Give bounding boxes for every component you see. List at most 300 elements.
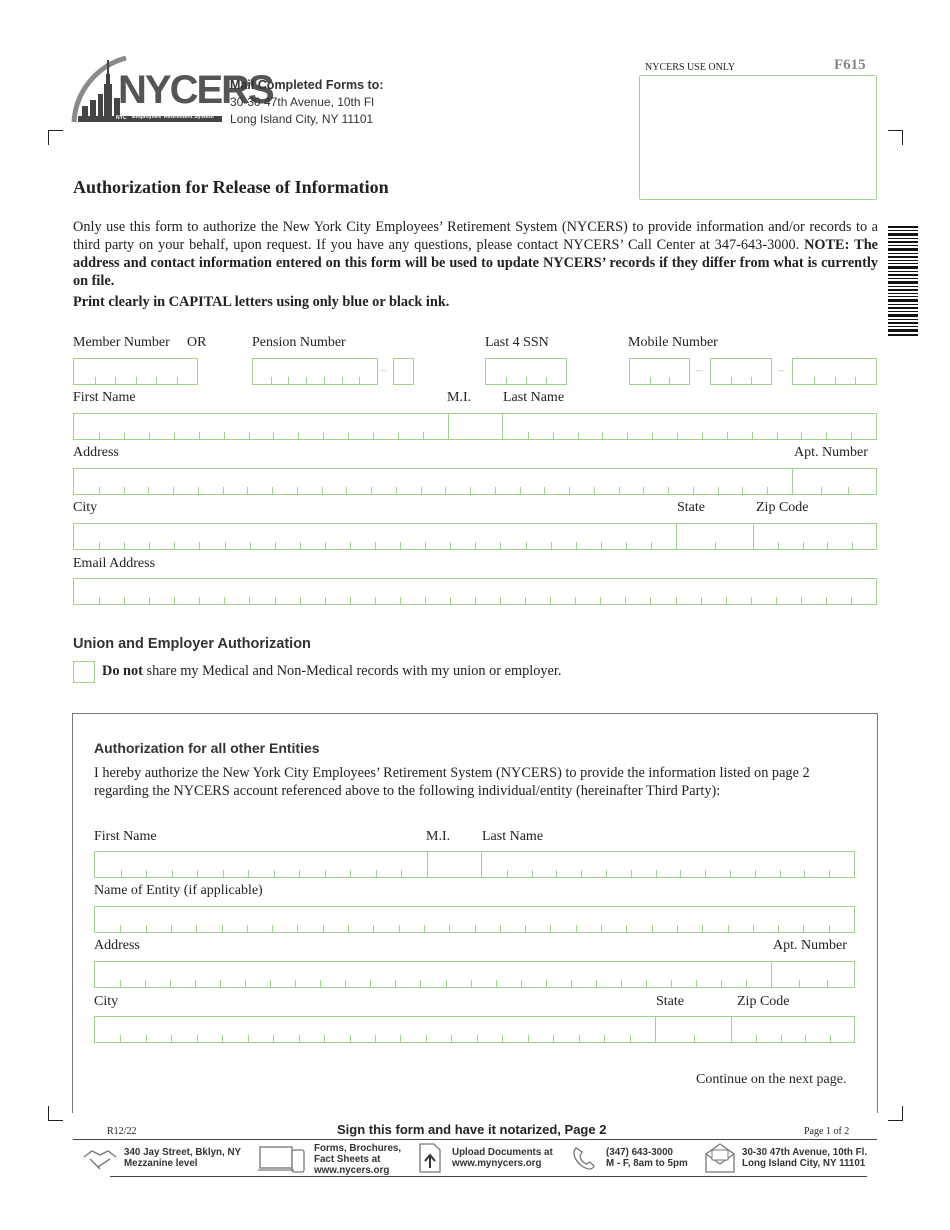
crop-mark-top-left bbox=[48, 130, 63, 145]
field-tick bbox=[375, 542, 376, 549]
field-tick bbox=[248, 1035, 249, 1042]
field-tick bbox=[300, 597, 301, 604]
upload-icon bbox=[416, 1142, 444, 1179]
upload-line-1: Upload Documents at bbox=[452, 1147, 553, 1158]
field-tick bbox=[295, 980, 296, 987]
union-statement bbox=[102, 663, 561, 680]
field-tick bbox=[495, 487, 496, 494]
field-tick bbox=[273, 1035, 274, 1042]
field-tick bbox=[220, 980, 221, 987]
field-tick bbox=[306, 377, 307, 384]
tp-zip-input[interactable] bbox=[731, 1016, 855, 1043]
field-tick bbox=[731, 377, 732, 384]
logo-text: NYCERS bbox=[118, 68, 273, 112]
field-tick bbox=[755, 870, 756, 877]
intro-text: Only use this form to authorize the New York City Employees’ Retirement System (NYCERS) to provide information and/or records to a third party on your behalf, upon request. If you have any questions, please contact NYCERS’ Call Center at 347-643-3000. bbox=[73, 219, 878, 253]
union-do-not-share-checkbox[interactable] bbox=[73, 661, 95, 683]
field-tick bbox=[526, 542, 527, 549]
state-label: State bbox=[677, 500, 705, 515]
field-tick bbox=[805, 1035, 806, 1042]
field-tick bbox=[671, 980, 672, 987]
field-tick bbox=[730, 870, 731, 877]
field-tick bbox=[275, 542, 276, 549]
field-tick bbox=[324, 377, 325, 384]
field-tick bbox=[852, 542, 853, 549]
footer-bottom-rule bbox=[110, 1176, 867, 1177]
field-tick bbox=[199, 432, 200, 439]
field-tick bbox=[375, 1035, 376, 1042]
field-tick bbox=[851, 597, 852, 604]
barcode bbox=[888, 226, 918, 338]
field-tick bbox=[149, 432, 150, 439]
footer-phone bbox=[606, 1147, 688, 1169]
footer-mail bbox=[742, 1147, 867, 1169]
field-tick bbox=[199, 542, 200, 549]
field-tick bbox=[124, 597, 125, 604]
logo-nyc: NYC bbox=[116, 115, 127, 121]
field-tick bbox=[395, 980, 396, 987]
field-tick bbox=[781, 1035, 782, 1042]
field-tick bbox=[274, 870, 275, 877]
field-tick bbox=[506, 377, 507, 384]
field-tick bbox=[298, 432, 299, 439]
field-tick bbox=[528, 432, 529, 439]
field-tick bbox=[376, 870, 377, 877]
tp-first-name-label: First Name bbox=[94, 829, 157, 844]
field-tick bbox=[477, 1035, 478, 1042]
field-tick bbox=[718, 487, 719, 494]
field-tick bbox=[174, 597, 175, 604]
field-tick bbox=[446, 980, 447, 987]
page-number: Page 1 of 2 bbox=[804, 1126, 850, 1137]
field-tick bbox=[778, 925, 779, 932]
nycers-logo bbox=[70, 50, 273, 128]
field-tick bbox=[445, 487, 446, 494]
forms-line-1: Forms, Brochures, bbox=[314, 1143, 402, 1154]
upload-line-2: www.mynycers.org bbox=[452, 1158, 542, 1169]
state-input[interactable] bbox=[676, 523, 754, 550]
email-label: Email Address bbox=[73, 556, 156, 571]
field-tick bbox=[420, 980, 421, 987]
field-tick bbox=[546, 980, 547, 987]
field-tick bbox=[299, 1035, 300, 1042]
field-tick bbox=[525, 597, 526, 604]
member-number-input[interactable] bbox=[73, 358, 198, 385]
nycers-use-only-box bbox=[639, 75, 877, 200]
field-tick bbox=[631, 870, 632, 877]
last-name-label: Last Name bbox=[503, 390, 565, 405]
sign-note: Sign this form and have it notarized, Page 2 bbox=[337, 1122, 607, 1137]
address-input[interactable] bbox=[73, 468, 793, 495]
field-tick bbox=[471, 980, 472, 987]
field-tick bbox=[99, 487, 100, 494]
field-tick bbox=[804, 870, 805, 877]
field-tick bbox=[668, 487, 669, 494]
field-tick bbox=[801, 597, 802, 604]
field-tick bbox=[578, 432, 579, 439]
address-label: Address bbox=[73, 445, 119, 460]
zip-code-input[interactable] bbox=[753, 523, 877, 550]
field-tick bbox=[821, 487, 822, 494]
field-tick bbox=[604, 1035, 605, 1042]
field-tick bbox=[778, 542, 779, 549]
field-tick bbox=[99, 542, 100, 549]
mail-icon bbox=[703, 1142, 737, 1179]
print-instructions: Print clearly in CAPITAL letters using only blue or black ink. bbox=[73, 294, 450, 310]
field-tick bbox=[199, 597, 200, 604]
page-title: Authorization for Release of Information bbox=[73, 177, 389, 197]
field-tick bbox=[626, 925, 627, 932]
walkin-line-1: 340 Jay Street, Bklyn, NY bbox=[124, 1147, 242, 1158]
apt-number-label: Apt. Number bbox=[794, 445, 868, 460]
field-tick bbox=[702, 432, 703, 439]
field-tick bbox=[625, 597, 626, 604]
field-tick bbox=[581, 870, 582, 877]
nycers-use-only-label: NYCERS USE ONLY bbox=[645, 62, 736, 73]
mobile-prefix-input[interactable] bbox=[710, 358, 772, 385]
entities-paragraph: I hereby authorize the New York City Employees’ Retirement System (NYCERS) to provide the information listed on page 2 regarding the NYCERS account referenced above to the following individual/entity (hereinafter Third Party): bbox=[94, 765, 810, 799]
field-tick bbox=[288, 377, 289, 384]
footer-top-rule bbox=[73, 1139, 877, 1140]
field-tick bbox=[694, 1035, 695, 1042]
field-tick bbox=[198, 487, 199, 494]
field-tick bbox=[99, 432, 100, 439]
field-tick bbox=[475, 542, 476, 549]
tp-entity-label: Name of Entity (if applicable) bbox=[94, 883, 263, 898]
field-tick bbox=[171, 925, 172, 932]
field-tick bbox=[829, 870, 830, 877]
first-name-input[interactable] bbox=[73, 413, 449, 440]
field-tick bbox=[521, 980, 522, 987]
mi-label: M.I. bbox=[447, 390, 472, 405]
field-tick bbox=[146, 925, 147, 932]
field-tick bbox=[348, 925, 349, 932]
mobile-number-label: Mobile Number bbox=[628, 335, 718, 350]
field-tick bbox=[814, 377, 815, 384]
phone-line-1: (347) 643-3000 bbox=[606, 1147, 673, 1158]
field-tick bbox=[124, 487, 125, 494]
or-label: OR bbox=[187, 335, 207, 350]
field-tick bbox=[375, 597, 376, 604]
field-tick bbox=[575, 597, 576, 604]
phone-line-2: M - F, 8am to 5pm bbox=[606, 1158, 688, 1169]
field-tick bbox=[250, 542, 251, 549]
field-tick bbox=[680, 870, 681, 877]
field-tick bbox=[803, 925, 804, 932]
field-tick bbox=[171, 1035, 172, 1042]
forms-line-3: www.nycers.org bbox=[314, 1165, 390, 1176]
field-tick bbox=[156, 377, 157, 384]
field-tick bbox=[146, 1035, 147, 1042]
union-do-not: Do not bbox=[102, 663, 143, 679]
field-tick bbox=[197, 1035, 198, 1042]
field-tick bbox=[172, 870, 173, 877]
city-label: City bbox=[73, 500, 98, 515]
tp-city-input[interactable] bbox=[94, 1016, 656, 1043]
field-tick bbox=[323, 925, 324, 932]
field-tick bbox=[827, 980, 828, 987]
field-tick bbox=[325, 597, 326, 604]
field-tick bbox=[371, 487, 372, 494]
field-tick bbox=[99, 597, 100, 604]
field-tick bbox=[223, 870, 224, 877]
city-input[interactable] bbox=[73, 523, 677, 550]
field-tick bbox=[525, 925, 526, 932]
union-text: share my Medical and Non-Medical records with my union or employer. bbox=[146, 663, 562, 679]
form-code: F615 bbox=[834, 57, 866, 73]
field-tick bbox=[475, 597, 476, 604]
revision-code: R12/22 bbox=[107, 1126, 137, 1137]
footer-mail-line-2: Long Island City, NY 11101 bbox=[742, 1158, 866, 1169]
field-tick bbox=[696, 980, 697, 987]
field-tick bbox=[373, 432, 374, 439]
tp-city-label: City bbox=[94, 994, 119, 1009]
field-tick bbox=[600, 597, 601, 604]
field-tick bbox=[594, 487, 595, 494]
field-tick bbox=[502, 1035, 503, 1042]
field-tick bbox=[145, 980, 146, 987]
field-tick bbox=[373, 925, 374, 932]
union-heading: Union and Employer Authorization bbox=[73, 636, 311, 652]
field-tick bbox=[752, 432, 753, 439]
field-tick bbox=[136, 377, 137, 384]
field-tick bbox=[532, 870, 533, 877]
member-number-label: Member Number bbox=[73, 335, 170, 350]
field-tick bbox=[500, 925, 501, 932]
field-tick bbox=[601, 925, 602, 932]
field-tick bbox=[148, 487, 149, 494]
apt-number-input[interactable] bbox=[792, 468, 877, 495]
field-tick bbox=[322, 487, 323, 494]
field-tick bbox=[324, 1035, 325, 1042]
field-tick bbox=[526, 377, 527, 384]
field-tick bbox=[799, 980, 800, 987]
intro-note-text: The address and contact information entered on this form will be used to update NYCERS’ records if they differ from what is currently on file. bbox=[73, 237, 878, 289]
field-tick bbox=[855, 377, 856, 384]
field-tick bbox=[626, 542, 627, 549]
field-tick bbox=[424, 925, 425, 932]
tp-mi-input[interactable] bbox=[427, 851, 482, 878]
field-tick bbox=[346, 487, 347, 494]
field-tick bbox=[196, 925, 197, 932]
email-input[interactable] bbox=[73, 578, 877, 605]
logo-subtitle: Employees' Retirement System bbox=[132, 114, 214, 120]
mi-input[interactable] bbox=[448, 413, 503, 440]
tp-state-label: State bbox=[656, 994, 684, 1009]
field-tick bbox=[297, 487, 298, 494]
field-tick bbox=[273, 432, 274, 439]
field-tick bbox=[421, 487, 422, 494]
crop-mark-bottom-right bbox=[888, 1106, 903, 1121]
continue-note: Continue on the next page. bbox=[696, 1072, 847, 1087]
field-tick bbox=[320, 980, 321, 987]
tp-last-name-input[interactable] bbox=[481, 851, 855, 878]
field-tick bbox=[630, 1035, 631, 1042]
mobile-area-input[interactable] bbox=[629, 358, 690, 385]
field-tick bbox=[701, 597, 702, 604]
field-tick bbox=[325, 870, 326, 877]
field-tick bbox=[643, 487, 644, 494]
pension-suffix-input[interactable] bbox=[393, 358, 414, 385]
field-tick bbox=[851, 432, 852, 439]
handshake-icon bbox=[82, 1143, 118, 1178]
field-tick bbox=[496, 980, 497, 987]
field-tick bbox=[350, 542, 351, 549]
field-tick bbox=[627, 432, 628, 439]
field-tick bbox=[449, 925, 450, 932]
field-tick bbox=[606, 870, 607, 877]
field-tick bbox=[652, 925, 653, 932]
field-tick bbox=[742, 487, 743, 494]
field-tick bbox=[621, 980, 622, 987]
intro-paragraph bbox=[73, 218, 878, 290]
field-tick bbox=[746, 980, 747, 987]
mail-line-2: Long Island City, NY 11101 bbox=[230, 112, 374, 126]
field-tick bbox=[95, 377, 96, 384]
field-tick bbox=[245, 980, 246, 987]
field-tick bbox=[470, 487, 471, 494]
mail-line-1: 30-30 47th Avenue, 10th Fl bbox=[230, 95, 374, 109]
field-tick bbox=[359, 377, 360, 384]
field-tick bbox=[835, 377, 836, 384]
field-tick bbox=[619, 487, 620, 494]
footer-mail-line-1: 30-30 47th Avenue, 10th Fl. bbox=[742, 1147, 868, 1158]
first-name-label: First Name bbox=[73, 390, 136, 405]
field-tick bbox=[348, 432, 349, 439]
field-tick bbox=[121, 870, 122, 877]
field-tick bbox=[715, 542, 716, 549]
field-tick bbox=[223, 487, 224, 494]
field-tick bbox=[115, 377, 116, 384]
field-tick bbox=[705, 870, 706, 877]
field-tick bbox=[271, 377, 272, 384]
field-tick bbox=[767, 487, 768, 494]
tp-apt-input[interactable] bbox=[771, 961, 855, 988]
intro-note-label: NOTE: bbox=[804, 237, 850, 253]
field-tick bbox=[120, 1035, 121, 1042]
field-tick bbox=[275, 597, 276, 604]
field-tick bbox=[249, 597, 250, 604]
field-tick bbox=[297, 925, 298, 932]
pension-dash: – bbox=[380, 362, 387, 377]
last-name-input[interactable] bbox=[502, 413, 877, 440]
field-tick bbox=[650, 377, 651, 384]
crop-mark-top-right bbox=[888, 130, 903, 145]
field-tick bbox=[801, 432, 802, 439]
last4-ssn-input[interactable] bbox=[485, 358, 567, 385]
field-tick bbox=[507, 870, 508, 877]
field-tick bbox=[551, 542, 552, 549]
tp-first-name-input[interactable] bbox=[94, 851, 428, 878]
field-tick bbox=[401, 870, 402, 877]
field-tick bbox=[177, 377, 178, 384]
field-tick bbox=[345, 980, 346, 987]
field-tick bbox=[450, 597, 451, 604]
field-tick bbox=[426, 1035, 427, 1042]
field-tick bbox=[601, 542, 602, 549]
field-tick bbox=[571, 980, 572, 987]
field-tick bbox=[350, 870, 351, 877]
field-tick bbox=[753, 925, 754, 932]
field-tick bbox=[400, 597, 401, 604]
field-tick bbox=[553, 1035, 554, 1042]
field-tick bbox=[677, 432, 678, 439]
tp-entity-input[interactable] bbox=[94, 906, 855, 933]
field-tick bbox=[830, 1035, 831, 1042]
field-tick bbox=[197, 870, 198, 877]
field-tick bbox=[149, 542, 150, 549]
field-tick bbox=[803, 542, 804, 549]
field-tick bbox=[370, 980, 371, 987]
field-tick bbox=[400, 542, 401, 549]
field-tick bbox=[550, 925, 551, 932]
field-tick bbox=[323, 432, 324, 439]
field-tick bbox=[726, 597, 727, 604]
mobile-dash-1: – bbox=[696, 362, 703, 377]
pension-number-input[interactable] bbox=[252, 358, 378, 385]
field-tick bbox=[124, 542, 125, 549]
field-tick bbox=[222, 925, 223, 932]
field-tick bbox=[146, 870, 147, 877]
field-tick bbox=[550, 597, 551, 604]
footer-walkin bbox=[124, 1147, 241, 1169]
field-tick bbox=[398, 432, 399, 439]
field-tick bbox=[170, 980, 171, 987]
field-tick bbox=[350, 597, 351, 604]
field-tick bbox=[576, 925, 577, 932]
entities-heading: Authorization for all other Entities bbox=[94, 740, 320, 756]
field-tick bbox=[693, 487, 694, 494]
field-tick bbox=[270, 980, 271, 987]
field-tick bbox=[546, 377, 547, 384]
tp-address-input[interactable] bbox=[94, 961, 772, 988]
field-tick bbox=[425, 597, 426, 604]
field-tick bbox=[149, 597, 150, 604]
field-tick bbox=[195, 980, 196, 987]
field-tick bbox=[728, 925, 729, 932]
tp-address-label: Address bbox=[94, 938, 140, 953]
field-tick bbox=[651, 542, 652, 549]
field-tick bbox=[500, 542, 501, 549]
forms-line-2: Fact Sheets at bbox=[314, 1154, 381, 1165]
footer-forms bbox=[314, 1143, 401, 1176]
field-tick bbox=[646, 980, 647, 987]
field-tick bbox=[272, 487, 273, 494]
field-tick bbox=[677, 925, 678, 932]
field-tick bbox=[222, 1035, 223, 1042]
mobile-line-input[interactable] bbox=[792, 358, 877, 385]
field-tick bbox=[751, 597, 752, 604]
field-tick bbox=[702, 925, 703, 932]
field-tick bbox=[652, 432, 653, 439]
crop-mark-bottom-left bbox=[48, 1106, 63, 1121]
pension-number-label: Pension Number bbox=[252, 335, 346, 350]
field-tick bbox=[776, 597, 777, 604]
field-tick bbox=[342, 377, 343, 384]
field-tick bbox=[780, 870, 781, 877]
field-tick bbox=[829, 925, 830, 932]
field-tick bbox=[224, 597, 225, 604]
field-tick bbox=[174, 432, 175, 439]
field-tick bbox=[225, 542, 226, 549]
field-tick bbox=[173, 487, 174, 494]
field-tick bbox=[544, 487, 545, 494]
field-tick bbox=[576, 542, 577, 549]
tp-last-name-label: Last Name bbox=[482, 829, 544, 844]
field-tick bbox=[400, 1035, 401, 1042]
barcode-graphic bbox=[888, 226, 918, 338]
tp-state-input[interactable] bbox=[655, 1016, 732, 1043]
